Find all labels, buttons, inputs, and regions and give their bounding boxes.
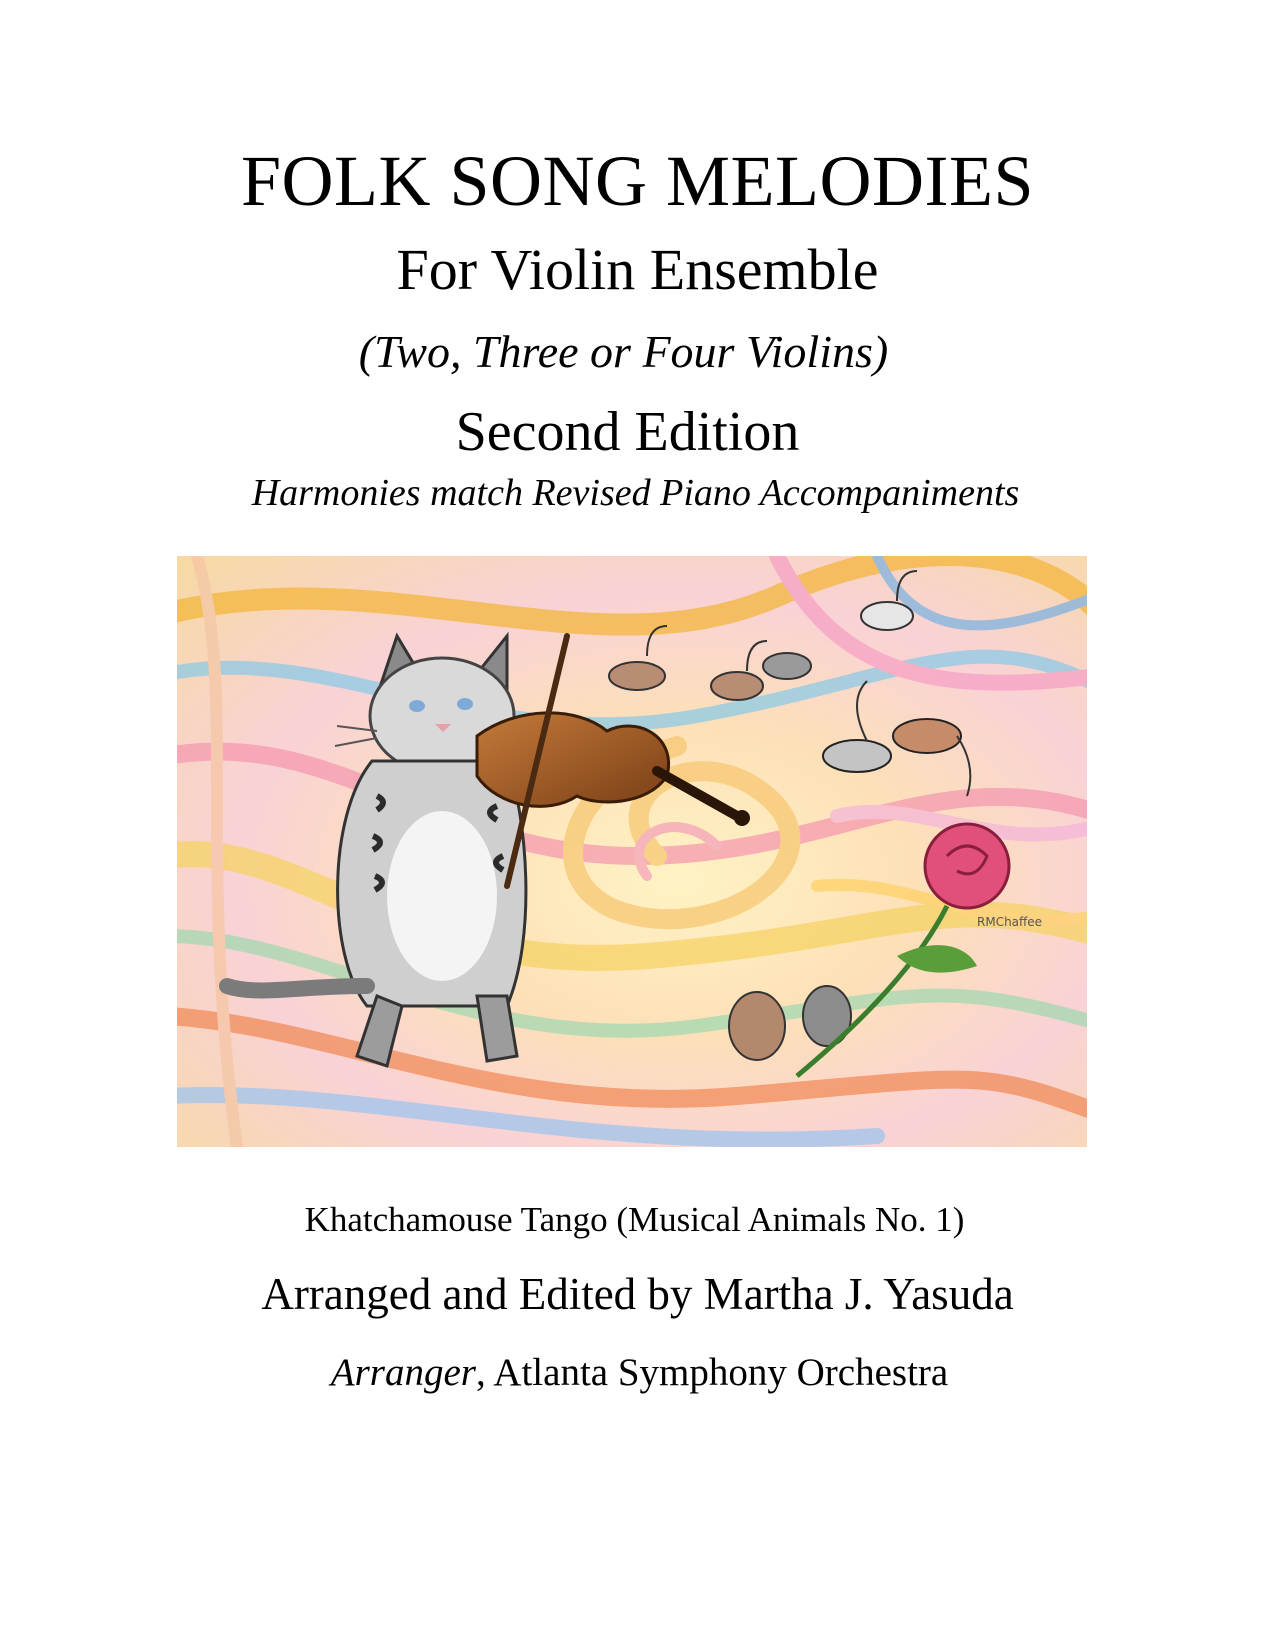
- arranger-role: Arranger: [330, 1351, 476, 1394]
- arranger-credit: [2, 1350, 1275, 1395]
- subtitle: For Violin Ensemble: [396, 237, 879, 302]
- arranger-line: Arranged and Edited by Martha J. Yasuda: [261, 1269, 1014, 1319]
- artist-signature: RMChaffee: [977, 915, 1043, 929]
- artwork-title: Khatchamouse Tango (Musical Animals No. 1): [304, 1200, 965, 1239]
- title: FOLK SONG MELODIES: [240, 141, 1035, 221]
- edition-note: Harmonies match Revised Piano Accompaniments: [251, 472, 1020, 514]
- cover-artwork: [177, 556, 1087, 1147]
- edition: Second Edition: [455, 401, 800, 463]
- instrumentation: (Two, Three or Four Violins): [358, 326, 889, 377]
- arranger-affiliation: , Atlanta Symphony Orchestra: [475, 1351, 949, 1394]
